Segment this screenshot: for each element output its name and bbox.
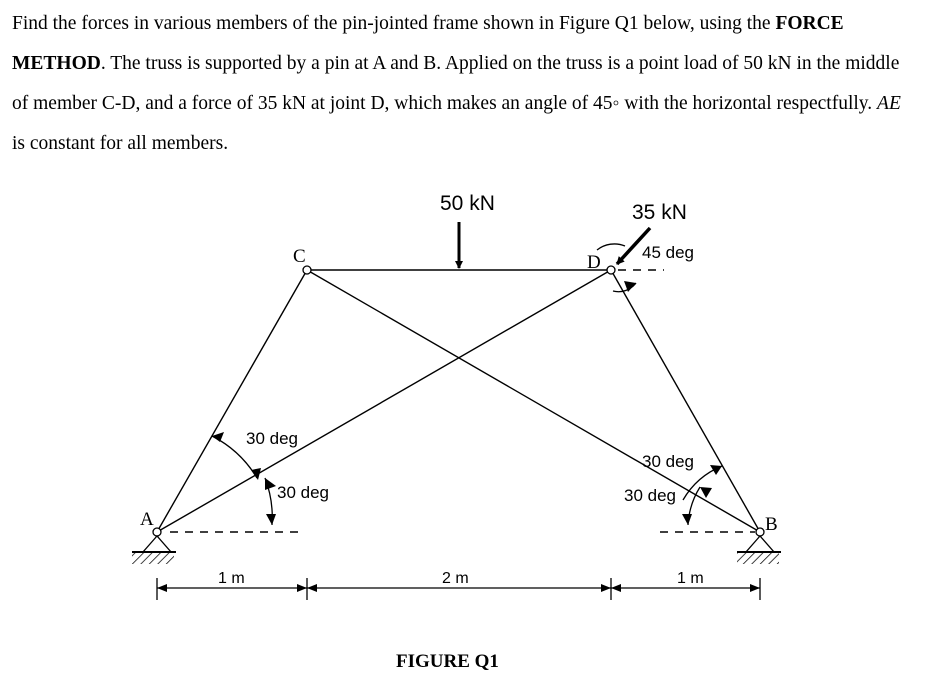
problem-text-part2: . The truss is supported by a pin at A and B. Applied on the truss is a point load of 50 kN in the middle of member C-D, and a force of 35 kN at joint D, which makes an angle of 45◦ with the horizontal respectfully. (12, 53, 900, 114)
pin-support-b (737, 536, 781, 564)
dimension-arrow (297, 584, 307, 592)
joint-a-pin (153, 528, 161, 536)
member-cb (307, 270, 760, 532)
member-ad (157, 270, 611, 532)
center-load-label: 50 kN (440, 192, 495, 215)
dimension-arrow (611, 584, 621, 592)
angle-label-b-lower: 30 deg (624, 486, 676, 505)
joint-b-pin (756, 528, 764, 536)
joint-d-pin (607, 266, 615, 274)
dimension-label-left: 1 m (218, 570, 245, 587)
d-load-label: 35 kN (632, 201, 687, 224)
angle-arrowhead (266, 514, 276, 525)
angle-label-a-lower: 30 deg (277, 483, 329, 502)
angle-arrowhead (265, 478, 276, 490)
angle-label-b-upper: 30 deg (642, 452, 694, 471)
problem-text-part3: is constant for all members. (12, 133, 229, 154)
dimension-arrow (157, 584, 167, 592)
pin-support-a (132, 536, 176, 564)
angle-arc-d (597, 244, 625, 250)
node-label-c: C (293, 246, 306, 267)
problem-text-part1: Find the forces in various members of the pin-jointed frame shown in Figure Q1 below, using the (12, 13, 776, 34)
angle-arrowhead (700, 487, 712, 498)
dimension-label-middle: 2 m (442, 570, 469, 587)
dimension-arrow (750, 584, 760, 592)
d-angle-label: 45 deg (642, 243, 694, 262)
joint-c-pin (303, 266, 311, 274)
angle-label-a-upper: 30 deg (246, 429, 298, 448)
dimension-label-right: 1 m (677, 570, 704, 587)
dimension-arrow (601, 584, 611, 592)
node-label-a: A (140, 509, 154, 530)
angle-arrowhead (682, 514, 692, 525)
node-label-b: B (765, 514, 778, 535)
ae-term: AE (877, 93, 901, 114)
method-name: FORCE METHOD (12, 13, 844, 74)
angle-arrowhead (251, 468, 261, 480)
angle-arrowhead (710, 465, 722, 475)
node-label-d: D (587, 252, 601, 273)
figure-caption: FIGURE Q1 (396, 651, 499, 672)
dimension-arrow (307, 584, 317, 592)
